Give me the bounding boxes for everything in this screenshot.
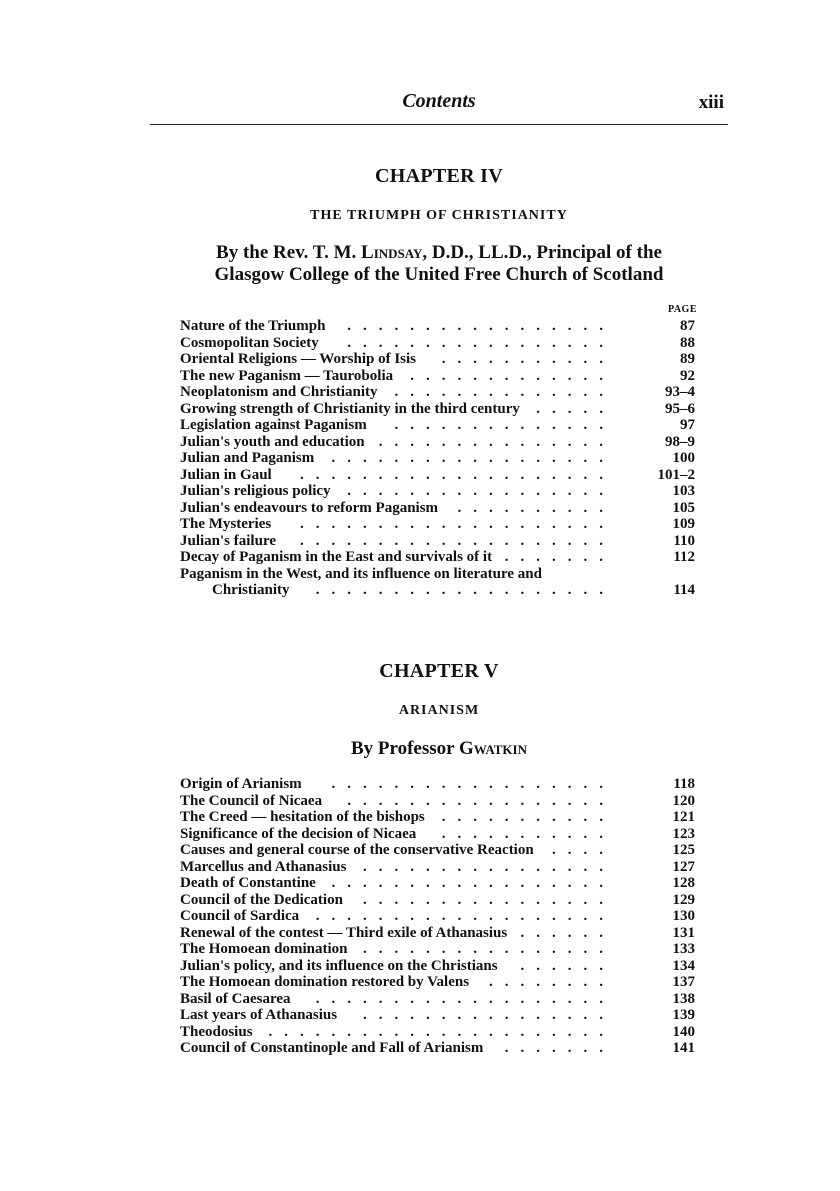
toc-entry: [180, 859, 695, 876]
dot-leader: .............: [410, 367, 615, 384]
toc-entry-title-continued: Christianity: [212, 582, 290, 598]
toc-entry-page: 140: [672, 1023, 695, 1040]
toc-entry-page: 141: [672, 1040, 695, 1056]
toc-entry-page: 133: [672, 941, 695, 957]
toc-entry-title: Renewal of the contest — Third exile of Athanasius: [180, 924, 508, 941]
chapter-iv-title: THE TRIUMPH OF CHRISTIANITY: [310, 208, 568, 223]
toc-entry-title: Oriental Religions — Worship of Isis: [180, 351, 417, 367]
dot-leader: .................: [347, 792, 615, 809]
toc-entry: [180, 467, 695, 484]
toc-entry-page: 88: [680, 334, 695, 351]
author-suffix: , D.D., LL.D., Principal of the: [422, 242, 662, 263]
dot-leader: ...........: [441, 351, 615, 367]
chapter-iv-contents-list: [180, 318, 695, 599]
toc-entry-page: 103: [672, 483, 695, 499]
dot-leader: ......: [520, 957, 615, 974]
toc-entry-title: Decay of Paganism in the East and survivals of it: [180, 549, 493, 565]
toc-entry-page: 137: [672, 974, 695, 990]
toc-entry-page: 138: [672, 990, 695, 1007]
toc-entry-title: Julian's endeavours to reform Paganism: [180, 499, 439, 516]
toc-entry-page: 112: [673, 549, 695, 565]
dot-leader: ...................: [315, 990, 615, 1007]
toc-entry: [180, 1024, 695, 1041]
toc-entry-title: The Mysteries: [180, 516, 272, 532]
toc-entry: [180, 335, 695, 352]
toc-entry: [180, 384, 695, 401]
toc-entry-title: Cosmopolitan Society: [180, 334, 319, 351]
toc-entry-title: The Creed — hesitation of the bishops: [180, 809, 425, 825]
toc-entry-title: The Homoean domination restored by Valens: [180, 974, 470, 990]
toc-entry-title: Council of Constantinople and Fall of Arianism: [180, 1040, 484, 1056]
toc-entry-title: Causes and general course of the conservative Reaction: [180, 842, 534, 858]
toc-entry-page: 98–9: [665, 433, 695, 450]
toc-entry-title: Basil of Caesarea: [180, 990, 291, 1007]
toc-entry: [180, 776, 695, 793]
dot-leader: ....................: [300, 466, 615, 483]
toc-entry: [180, 793, 695, 810]
chapter-iv-author-line-1: [150, 241, 728, 265]
toc-entry-page: 131: [672, 924, 695, 941]
toc-entry-page: 139: [672, 1007, 695, 1023]
dot-leader: ......: [520, 924, 615, 941]
toc-entry-title: Julian's policy, and its influence on the Christians: [180, 957, 498, 974]
toc-entry: [180, 991, 695, 1008]
running-head: [150, 90, 728, 120]
toc-entry-page: 130: [672, 908, 695, 924]
toc-entry-title: Death of Constantine: [180, 875, 316, 891]
toc-entry-title: Julian in Gaul: [180, 466, 272, 483]
toc-entry: [180, 809, 695, 826]
author-name: Gwatkin: [459, 738, 527, 759]
toc-entry-title: Last years of Athanasius: [180, 1007, 338, 1023]
toc-entry: [180, 974, 695, 991]
dot-leader: ...........: [441, 809, 615, 825]
toc-entry-page: 92: [680, 367, 695, 384]
author-prefix: By Professor: [350, 738, 459, 759]
dot-leader: ....................: [300, 516, 615, 532]
toc-entry-page: 105: [672, 499, 695, 516]
toc-entry-page: 87: [680, 318, 695, 334]
toc-entry-page: 128: [672, 875, 695, 891]
toc-entry-page: 89: [680, 351, 695, 367]
dot-leader: ..........: [457, 499, 615, 516]
toc-entry: [180, 450, 695, 467]
toc-entry-page: 118: [673, 776, 695, 792]
toc-entry: [180, 941, 695, 958]
toc-entry: [180, 908, 695, 925]
toc-entry-page: 101–2: [657, 466, 695, 483]
toc-entry-title: Marcellus and Athanasius: [180, 858, 347, 875]
toc-entry-title: Legislation against Paganism: [180, 417, 367, 433]
toc-entry: [180, 1040, 695, 1057]
toc-entry-title: Council of Sardica: [180, 908, 300, 924]
toc-entry-page: 125: [672, 842, 695, 858]
toc-entry: [180, 483, 695, 500]
dot-leader: .................: [347, 334, 615, 351]
toc-entry: [180, 500, 695, 517]
toc-entry: [180, 892, 695, 909]
toc-entry-title: Significance of the decision of Nicaea: [180, 825, 417, 842]
toc-entry-title: Growing strength of Christianity in the third century: [180, 400, 520, 417]
toc-entry-title: Julian's youth and education: [180, 433, 365, 450]
dot-leader: ..............: [394, 417, 615, 433]
toc-entry: [180, 516, 695, 533]
dot-leader: ...................: [315, 908, 615, 924]
toc-entry: [180, 401, 695, 418]
dot-leader: ..................: [331, 450, 615, 466]
toc-entry-title: The Homoean domination: [180, 941, 348, 957]
toc-entry: [180, 351, 695, 368]
toc-entry-title: Julian and Paganism: [180, 450, 315, 466]
toc-entry-title: Paganism in the West, and its influence on literature and: [180, 565, 542, 582]
chapter-v-heading: CHAPTER V: [379, 660, 499, 682]
toc-entry-page: 134: [672, 957, 695, 974]
toc-entry: [180, 842, 695, 859]
toc-entry: [180, 925, 695, 942]
toc-entry: [180, 566, 695, 583]
toc-entry-page: 95–6: [665, 400, 695, 417]
toc-entry-title: Origin of Arianism: [180, 776, 302, 792]
toc-entry-title: The Council of Nicaea: [180, 792, 323, 809]
page-column-label: PAGE: [667, 304, 697, 315]
dot-leader: ...............: [378, 433, 615, 450]
toc-entry-page: 100: [672, 450, 695, 466]
dot-leader: .......: [504, 1040, 615, 1056]
dot-leader: ..................: [331, 776, 615, 792]
dot-leader: ................: [363, 891, 615, 908]
dot-leader: ..............: [394, 384, 615, 400]
dot-leader: ................: [363, 858, 615, 875]
toc-entry: [180, 368, 695, 385]
toc-entry-title: Julian's religious policy: [180, 483, 331, 499]
toc-entry: [180, 434, 695, 451]
toc-entry: [180, 958, 695, 975]
dot-leader: ...................: [315, 582, 615, 598]
toc-entry-page: 127: [672, 858, 695, 875]
toc-entry-title: Nature of the Triumph: [180, 318, 326, 334]
chapter-v-title: ARIANISM: [398, 703, 480, 718]
toc-entry: [180, 417, 695, 434]
dot-leader: ..................: [331, 875, 615, 891]
dot-leader: ................: [363, 941, 615, 957]
page-number: xiii: [698, 92, 724, 113]
toc-entry-title: Julian's failure: [180, 532, 276, 549]
toc-entry-page: 97: [680, 417, 695, 433]
toc-entry-title: Theodosius: [180, 1023, 253, 1040]
toc-entry: [180, 318, 695, 335]
toc-entry-page: 121: [672, 809, 695, 825]
toc-entry: [180, 533, 695, 550]
toc-entry-page: 109: [672, 516, 695, 532]
dot-leader: ........: [489, 974, 615, 990]
chapter-v-contents-list: [180, 776, 695, 1057]
chapter-v-author-line: [150, 737, 728, 761]
toc-entry: [180, 549, 695, 566]
running-title: Contents: [402, 90, 476, 112]
toc-entry: [180, 875, 695, 892]
dot-leader: ....................: [300, 532, 615, 549]
toc-entry-page: 123: [672, 825, 695, 842]
dot-leader: ....: [552, 842, 615, 858]
chapter-iv-heading: CHAPTER IV: [374, 165, 503, 187]
chapter-iv-author-line-2: Glasgow College of the United Free Church of Scotland: [214, 264, 664, 285]
toc-entry-title: The new Paganism — Taurobolia: [180, 367, 394, 384]
toc-entry-page: 129: [672, 891, 695, 908]
dot-leader: .................: [347, 483, 615, 499]
dot-leader: ................: [363, 1007, 615, 1023]
toc-entry-title: Council of the Dedication: [180, 891, 343, 908]
dot-leader: ......................: [268, 1023, 615, 1040]
toc-entry-continuation: [180, 582, 695, 599]
dot-leader: ...........: [441, 825, 615, 842]
toc-entry-page: 110: [673, 532, 695, 549]
toc-entry-page: 120: [672, 792, 695, 809]
toc-entry-page: 114: [673, 582, 695, 598]
header-rule: [150, 124, 728, 125]
toc-entry-title: Neoplatonism and Christianity: [180, 384, 378, 400]
toc-entry: [180, 1007, 695, 1024]
author-prefix: By the Rev. T. M.: [216, 242, 362, 263]
toc-entry: [180, 826, 695, 843]
dot-leader: .................: [347, 318, 615, 334]
author-name: Lindsay: [361, 242, 423, 263]
toc-entry-page: 93–4: [665, 384, 695, 400]
dot-leader: .....: [536, 400, 615, 417]
dot-leader: .......: [504, 549, 615, 565]
